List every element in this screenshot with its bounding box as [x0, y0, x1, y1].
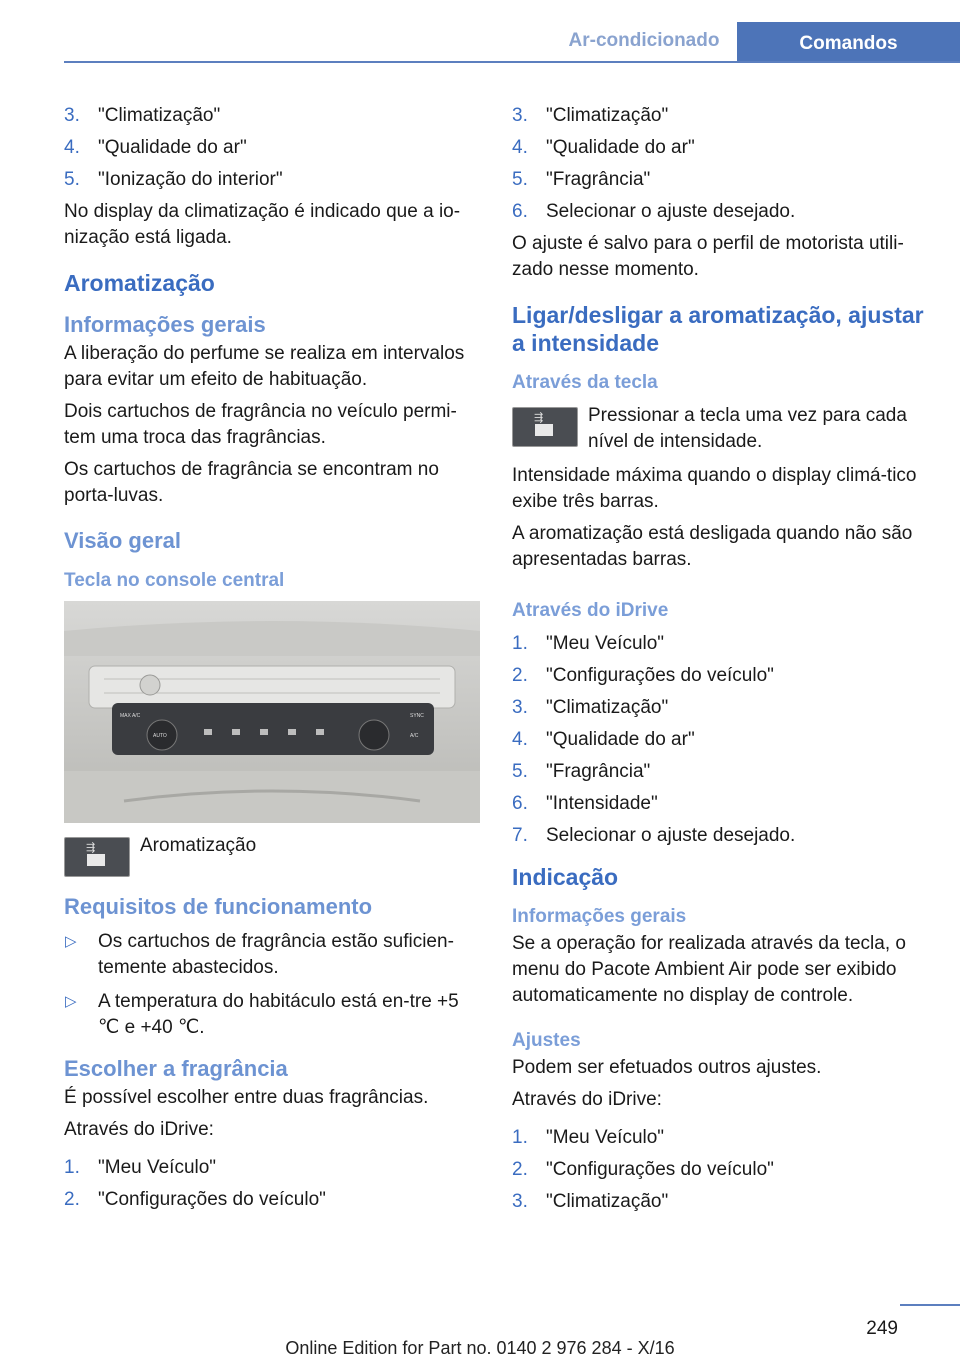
heading-informacoes-gerais: Informações gerais: [64, 312, 266, 337]
heading-informacoes-gerais-right: Informações gerais: [512, 906, 687, 927]
header-tab-comandos[interactable]: Comandos: [737, 22, 960, 63]
fragrance-arrows-icon: ⇶: [86, 842, 96, 854]
list-item: 3. "Climatização": [64, 105, 221, 126]
list-item: 5. "Fragrância": [512, 761, 651, 782]
aromatizacao-button-row: [64, 833, 482, 879]
photo-label-ac: A/C: [410, 733, 419, 739]
list-item: 1. "Meu Veículo": [64, 1157, 217, 1178]
list-item: ▷ Os cartuchos de fragrância estão suficien-temente abastecidos.: [65, 931, 454, 978]
list-item: 4. "Qualidade do ar": [512, 137, 695, 158]
button-instruction: Pressionar a tecla uma vez para cada nível de intensidade.: [588, 405, 907, 452]
paragraph-indicacao-info: Se a operação for realizada através da tecla, o menu do Pacote Ambient Air pode ser exibido automaticamente no display de controle.: [512, 933, 906, 1006]
list-item: 3. "Climatização": [512, 697, 669, 718]
heading-atraves-idrive: Através do iDrive: [512, 600, 669, 621]
heading-visao-geral: Visão geral: [64, 528, 181, 553]
list-item: 7. Selecionar o ajuste desejado.: [512, 825, 796, 846]
list-item: 4. "Qualidade do ar": [512, 729, 695, 750]
list-item: 6. Selecionar o ajuste desejado.: [512, 201, 796, 222]
paragraph-info-2: Dois cartuchos de fragrância no veículo permi-tem uma troca das fragrâncias.: [64, 401, 457, 448]
list-item: 1. "Meu Veículo": [512, 1127, 665, 1148]
header-section-title: Ar-condicionado: [568, 30, 720, 51]
right-list-b: [512, 631, 932, 849]
photo-label-maxac: MAX A/C: [120, 713, 141, 719]
photo-label-sync: SYNC: [410, 713, 424, 719]
paragraph-saved: O ajuste é salvo para o perfil de motorista utili-zado nesse momento.: [512, 233, 904, 280]
footer-edition: Online Edition for Part no. 0140 2 976 284 - X/16: [285, 1338, 675, 1358]
heading-ajustes: Ajustes: [512, 1030, 581, 1051]
paragraph-idrive-right: Através do iDrive:: [512, 1089, 662, 1110]
triangle-bullet-icon: ▷: [65, 933, 77, 950]
left-column: [64, 103, 482, 1219]
intensity-button-row: [512, 403, 932, 455]
left-list-a: [64, 103, 482, 193]
page-number: 249: [866, 1318, 898, 1339]
header-rule: [64, 61, 960, 63]
heading-atraves-tecla: Através da tecla: [512, 372, 658, 393]
list-item: ▷ A temperatura do habitáculo está en-tre +5 ℃ e +40 ℃.: [65, 991, 459, 1038]
heading-requisitos: Requisitos de funcionamento: [64, 894, 373, 919]
paragraph-ajustes: Podem ser efetuados outros ajustes.: [512, 1057, 822, 1078]
left-list-b: [64, 1155, 482, 1213]
list-item: 3. "Climatização": [512, 105, 669, 126]
fragrance-button-icon[interactable]: [64, 837, 130, 877]
footer-rule: [900, 1304, 960, 1306]
fragrance-button-icon[interactable]: [512, 407, 578, 447]
list-item: 2. "Configurações do veículo": [512, 1159, 774, 1180]
list-item: 5. "Fragrância": [512, 169, 651, 190]
right-column: [512, 103, 932, 1221]
paragraph-info-3: Os cartuchos de fragrância se encontram no porta-luvas.: [64, 459, 439, 506]
requirements-list: [64, 929, 482, 1041]
heading-escolher: Escolher a fragrância: [64, 1056, 288, 1081]
triangle-bullet-icon: ▷: [65, 993, 77, 1010]
heading-indicacao: Indicação: [512, 864, 619, 890]
list-item: 6. "Intensidade": [512, 793, 658, 814]
console-photo: [64, 601, 480, 823]
right-list-a: [512, 103, 932, 225]
paragraph-idrive: Através do iDrive:: [64, 1119, 214, 1140]
list-item: 3. "Climatização": [512, 1191, 669, 1212]
list-item: 1. "Meu Veículo": [512, 633, 665, 654]
list-item: 2. "Configurações do veículo": [64, 1189, 326, 1210]
paragraph-escolher: É possível escolher entre duas fragrâncias.: [64, 1087, 429, 1108]
list-item: 5. "Ionização do interior": [64, 169, 283, 190]
right-list-c: [512, 1125, 932, 1215]
paragraph-off: A aromatização está desligada quando não são apresentadas barras.: [512, 523, 913, 570]
list-item: 2. "Configurações do veículo": [512, 665, 774, 686]
heading-ligar-desligar: Ligar/desligar a aromatização, ajustar a intensidade: [512, 302, 924, 356]
heading-aromatizacao: Aromatização: [64, 270, 215, 296]
fragrance-arrows-icon: ⇶: [534, 412, 544, 424]
heading-tecla-console: Tecla no console central: [64, 570, 285, 591]
list-item: 4. "Qualidade do ar": [64, 137, 247, 158]
paragraph-max: Intensidade máxima quando o display climá-tico exibe três barras.: [512, 465, 917, 512]
paragraph-display: No display da climatização é indicado que a io-nização está ligada.: [64, 201, 461, 248]
paragraph-info-1: A liberação do perfume se realiza em intervalos para evitar um efeito de habituação.: [64, 343, 465, 390]
photo-label-auto: AUTO: [153, 733, 167, 739]
button-caption: Aromatização: [140, 835, 257, 856]
